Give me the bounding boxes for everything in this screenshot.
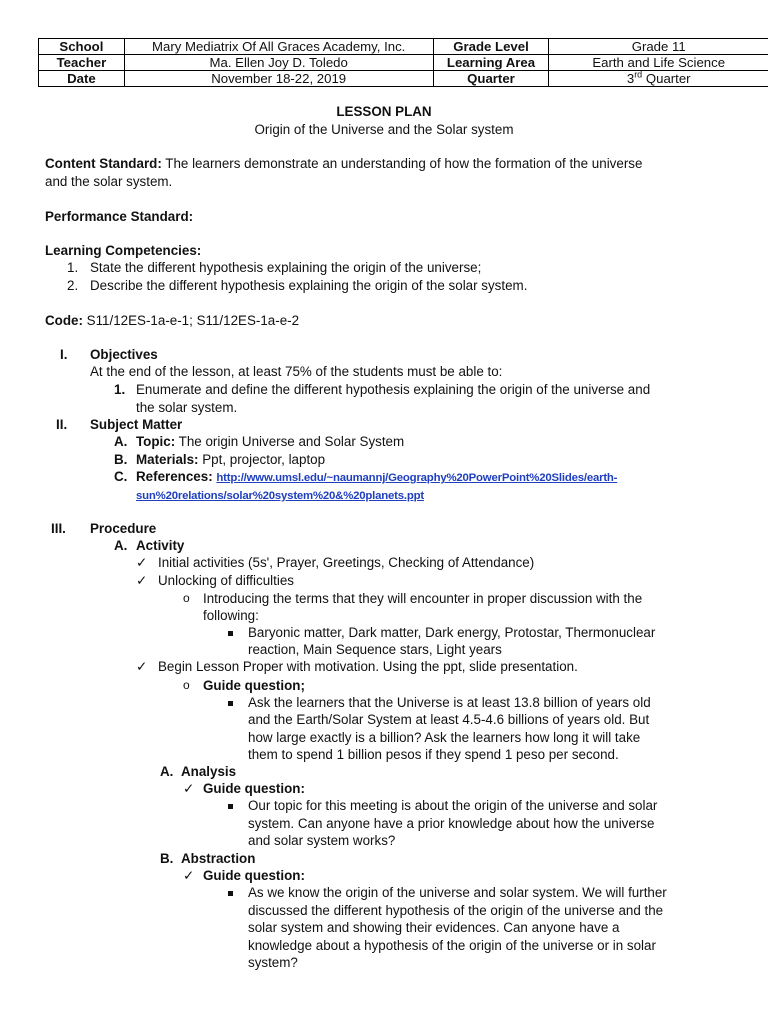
section-number: III. bbox=[51, 521, 66, 536]
check-icon: ✓ bbox=[183, 781, 195, 796]
quarter-value: 3rd Quarter bbox=[549, 71, 768, 87]
square-bullet-icon bbox=[228, 701, 233, 706]
reference-link[interactable]: http://www.umsl.edu/~naumannj/Geography%20PowerPoint%20Slides/earth- bbox=[216, 472, 618, 484]
section-number: II. bbox=[56, 417, 68, 432]
square-bullet-icon bbox=[228, 891, 233, 896]
teacher-label: Teacher bbox=[39, 55, 125, 71]
check-item bbox=[136, 554, 150, 571]
check-item bbox=[183, 867, 197, 884]
lesson-subtitle: Origin of the Universe and the Solar system bbox=[254, 122, 514, 137]
square-item-text-cont: and solar system works? bbox=[248, 833, 396, 848]
check-item bbox=[136, 658, 150, 675]
analysis-letter: A. bbox=[160, 764, 174, 779]
teacher-value: Ma. Ellen Joy D. Toledo bbox=[124, 55, 433, 71]
abstraction-heading: Abstraction bbox=[181, 851, 256, 866]
header-table bbox=[38, 38, 768, 87]
check-icon: ✓ bbox=[183, 868, 195, 883]
learning-area-label: Learning Area bbox=[433, 55, 549, 71]
date-value: November 18-22, 2019 bbox=[124, 71, 433, 87]
topic-line: Topic: The origin Universe and Solar System bbox=[136, 434, 405, 449]
learning-competencies-label: Learning Competencies: bbox=[45, 243, 202, 258]
grade-level-label: Grade Level bbox=[433, 39, 549, 55]
objective-text-cont: the solar system. bbox=[136, 400, 238, 415]
materials-letter: B. bbox=[114, 452, 128, 467]
square-item-text-cont: them to spend 1 billion pesos if they spend 1 peso per second. bbox=[248, 747, 619, 762]
school-value: Mary Mediatrix Of All Graces Academy, Inc. bbox=[124, 39, 433, 55]
references-line: References: http://www.umsl.edu/~naumannj/Geography%20PowerPoint%20Slides/earth- bbox=[136, 469, 618, 484]
square-item-text-cont: discussed the different hypothesis of the origin of the universe and the bbox=[248, 903, 664, 918]
learning-area-value: Earth and Life Science bbox=[549, 55, 768, 71]
subject-matter-heading: Subject Matter bbox=[90, 417, 183, 432]
activity-heading: Activity bbox=[136, 538, 185, 553]
abstraction-letter: B. bbox=[160, 851, 174, 866]
procedure-heading: Procedure bbox=[90, 521, 157, 536]
guide-question-label: Guide question; bbox=[203, 678, 305, 693]
objectives-intro: At the end of the lesson, at least 75% of the students must be able to: bbox=[90, 364, 503, 379]
topic-letter: A. bbox=[114, 434, 128, 449]
reference-link-cont[interactable]: sun%20relations/solar%20system%20&%20planets.ppt bbox=[136, 490, 424, 502]
header-row-teacher bbox=[39, 55, 768, 71]
header-row-school bbox=[39, 39, 768, 55]
code-line: Code: S11/12ES-1a-e-1; S11/12ES-1a-e-2 bbox=[45, 313, 300, 328]
check-item bbox=[136, 572, 150, 589]
square-item-text-cont: reaction, Main Sequence stars, Light years bbox=[248, 642, 502, 657]
performance-standard-label: Performance Standard: bbox=[45, 209, 194, 224]
guide-question-label: Guide question: bbox=[203, 781, 305, 796]
check-icon: ✓ bbox=[136, 555, 148, 570]
objective-text: Enumerate and define the different hypothesis explaining the origin of the universe and bbox=[136, 382, 651, 397]
check-item-text: Unlocking of difficulties bbox=[158, 573, 294, 588]
circle-item-text-cont: following: bbox=[203, 608, 259, 623]
check-item-text: Begin Lesson Proper with motivation. Using the ppt, slide presentation. bbox=[158, 659, 578, 674]
circle-bullet-icon: o bbox=[183, 591, 190, 605]
check-item-text: Initial activities (5s', Prayer, Greetings, Checking of Attendance) bbox=[158, 555, 535, 570]
check-icon: ✓ bbox=[136, 573, 148, 588]
square-item-text: Our topic for this meeting is about the origin of the universe and solar bbox=[248, 798, 658, 813]
check-icon: ✓ bbox=[136, 659, 148, 674]
square-item-text: As we know the origin of the universe and solar system. We will further bbox=[248, 885, 667, 900]
quarter-label: Quarter bbox=[433, 71, 549, 87]
square-item-text-cont: system. Can anyone have a prior knowledge about how the universe bbox=[248, 816, 655, 831]
square-item-text-cont: system? bbox=[248, 955, 298, 970]
square-bullet-icon bbox=[228, 804, 233, 809]
guide-question-label: Guide question: bbox=[203, 868, 305, 883]
circle-item-text: Introducing the terms that they will encounter in proper discussion with the bbox=[203, 591, 643, 606]
competency-item: 2. Describe the different hypothesis explaining the origin of the solar system. bbox=[67, 278, 528, 293]
activity-letter: A. bbox=[114, 538, 128, 553]
content-standard: Content Standard: The learners demonstrate an understanding of how the formation of the universe bbox=[45, 156, 643, 171]
square-item-text-cont: and the Earth/Solar System at least 4.5-4.6 billions of years old. But bbox=[248, 712, 650, 727]
date-label: Date bbox=[39, 71, 125, 87]
school-label: School bbox=[39, 39, 125, 55]
square-item-text: Ask the learners that the Universe is at least 13.8 billion of years old bbox=[248, 695, 651, 710]
lesson-plan-title: LESSON PLAN bbox=[336, 104, 432, 119]
grade-level-value: Grade 11 bbox=[549, 39, 768, 55]
square-item-text-cont: how large exactly is a billion? Ask the learners how long it will take bbox=[248, 730, 641, 745]
references-letter: C. bbox=[114, 469, 128, 484]
content-standard-cont: and the solar system. bbox=[45, 174, 173, 189]
materials-line: Materials: Ppt, projector, laptop bbox=[136, 452, 326, 467]
analysis-heading: Analysis bbox=[181, 764, 237, 779]
square-item-text-cont: solar system and showing their evidences. Can anyone have a bbox=[248, 920, 620, 935]
objectives-heading: Objectives bbox=[90, 347, 158, 362]
competency-item: 1. State the different hypothesis explaining the origin of the universe; bbox=[67, 260, 482, 275]
header-row-date bbox=[39, 71, 768, 87]
check-item bbox=[183, 780, 197, 797]
square-item-text-cont: knowledge about a hypothesis of the origin of the universe or in solar bbox=[248, 938, 656, 953]
objective-number: 1. bbox=[114, 382, 126, 397]
section-number: I. bbox=[60, 347, 68, 362]
circle-bullet-icon: o bbox=[183, 678, 190, 692]
square-item-text: Baryonic matter, Dark matter, Dark energy, Protostar, Thermonuclear bbox=[248, 625, 656, 640]
square-bullet-icon bbox=[228, 631, 233, 636]
